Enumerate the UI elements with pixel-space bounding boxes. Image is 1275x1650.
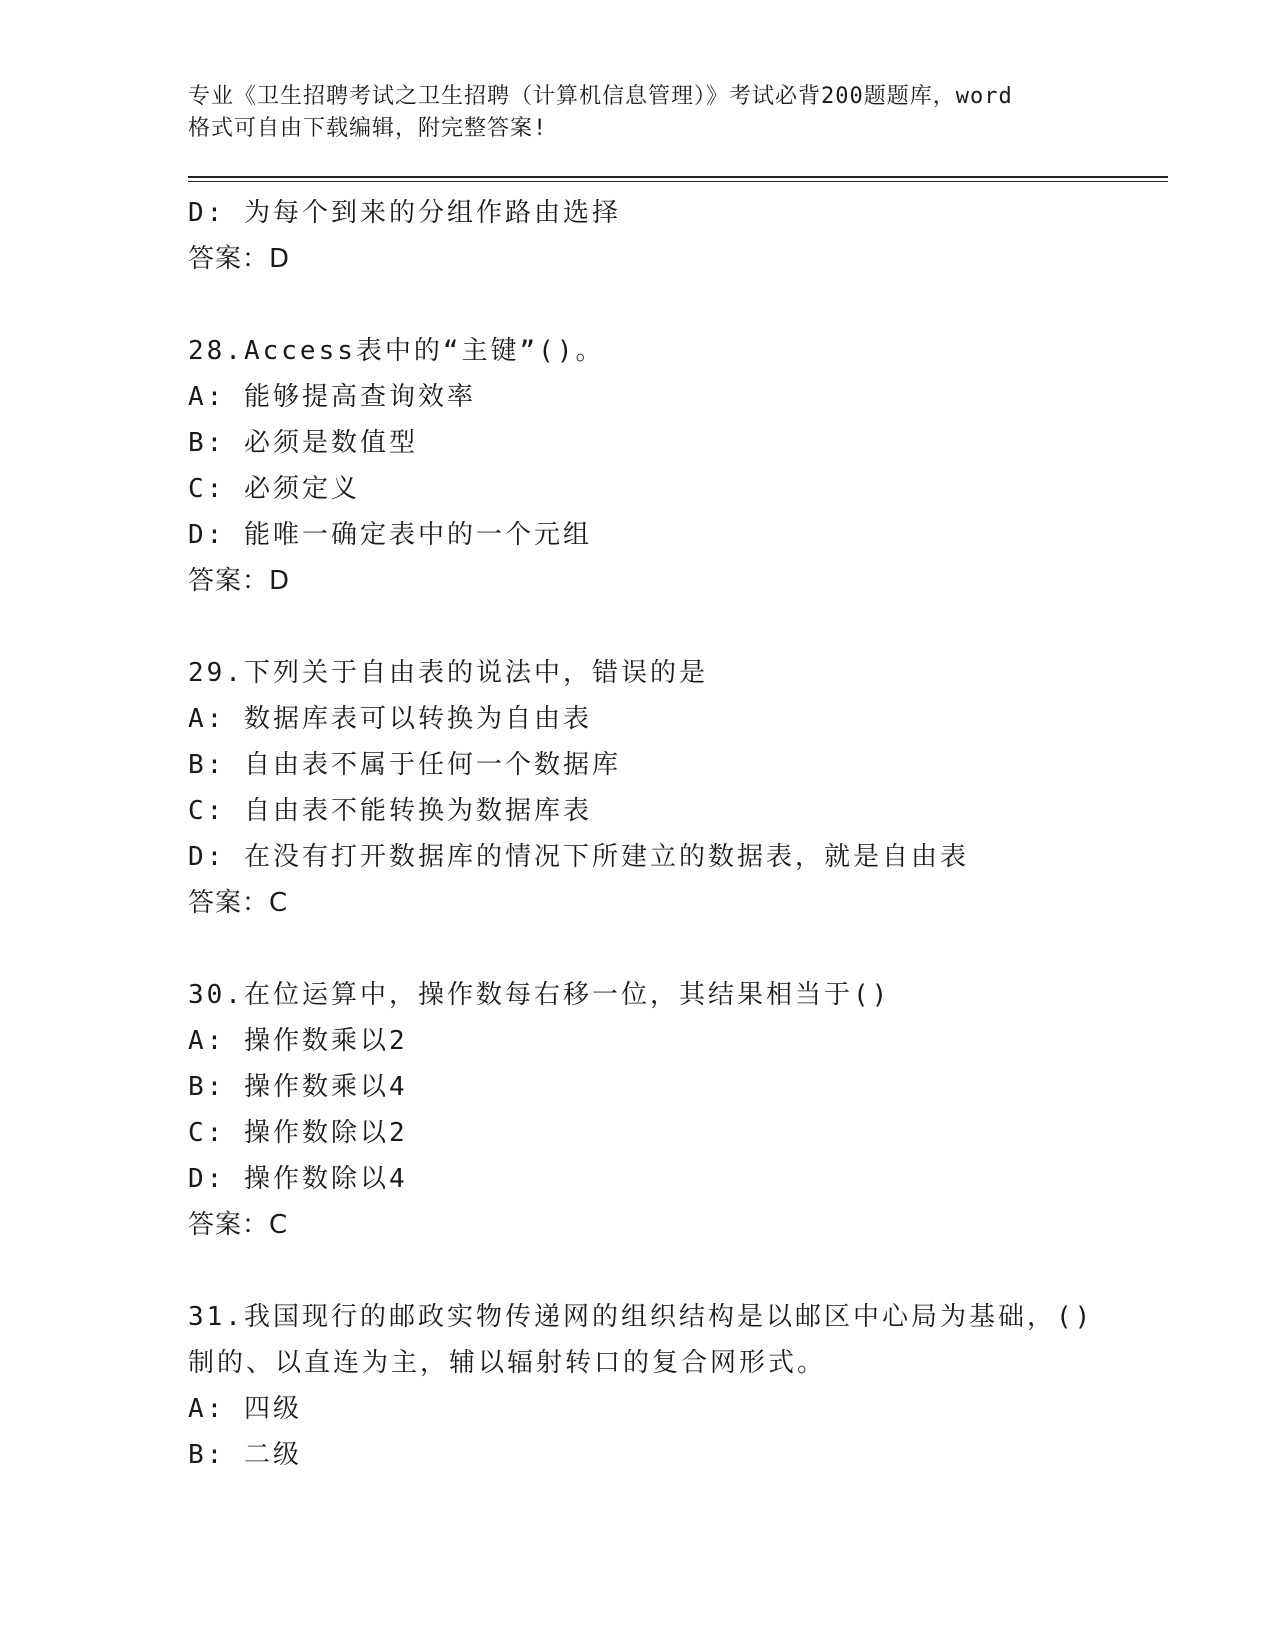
option-a: A: 操作数乘以2 [188, 1026, 408, 1056]
question-stem: 28.Access表中的“主键”()。 [188, 336, 605, 366]
option-c: C: 必须定义 [188, 474, 360, 504]
header-line-1: 专业《卫生招聘考试之卫生招聘（计算机信息管理）》考试必背200题题库，word [188, 84, 1013, 109]
option-c: C: 自由表不能转换为数据库表 [188, 796, 592, 826]
answer-text: 答案：C [188, 1210, 289, 1240]
spacer [188, 282, 1168, 328]
question-stem: 31.我国现行的邮政实物传递网的组织结构是以邮区中心局为基础，() [188, 1302, 1094, 1332]
question-stem: 29.下列关于自由表的说法中，错误的是 [188, 658, 708, 688]
option-b: B: 必须是数值型 [188, 428, 418, 458]
option-d: D: 能唯一确定表中的一个元组 [188, 520, 592, 550]
question-list [188, 190, 1168, 1478]
option-d: D: 在没有打开数据库的情况下所建立的数据表，就是自由表 [188, 842, 969, 872]
option-d: D: 为每个到来的分组作路由选择 [188, 198, 621, 228]
answer-text: 答案：C [188, 888, 289, 918]
option-a: A: 四级 [188, 1394, 302, 1424]
header-line-2: 格式可自由下载编辑，附完整答案! [188, 116, 548, 141]
option-a: A: 数据库表可以转换为自由表 [188, 704, 592, 734]
option-d: D: 操作数除以4 [188, 1164, 408, 1194]
header-divider [188, 176, 1168, 182]
answer-text: 答案：D [188, 566, 291, 596]
document-header [188, 74, 1168, 141]
option-b: B: 操作数乘以4 [188, 1072, 408, 1102]
question-stem-continued: 制的、以直连为主，辅以辐射转口的复合网形式。 [188, 1348, 827, 1378]
option-c: C: 操作数除以2 [188, 1118, 408, 1148]
spacer [188, 1248, 1168, 1294]
option-a: A: 能够提高查询效率 [188, 382, 476, 412]
spacer [188, 926, 1168, 972]
spacer [188, 604, 1168, 650]
answer-text: 答案：D [188, 244, 291, 274]
question-stem: 30.在位运算中，操作数每右移一位，其结果相当于() [188, 980, 891, 1010]
option-b: B: 自由表不属于任何一个数据库 [188, 750, 621, 780]
option-b: B: 二级 [188, 1440, 302, 1470]
